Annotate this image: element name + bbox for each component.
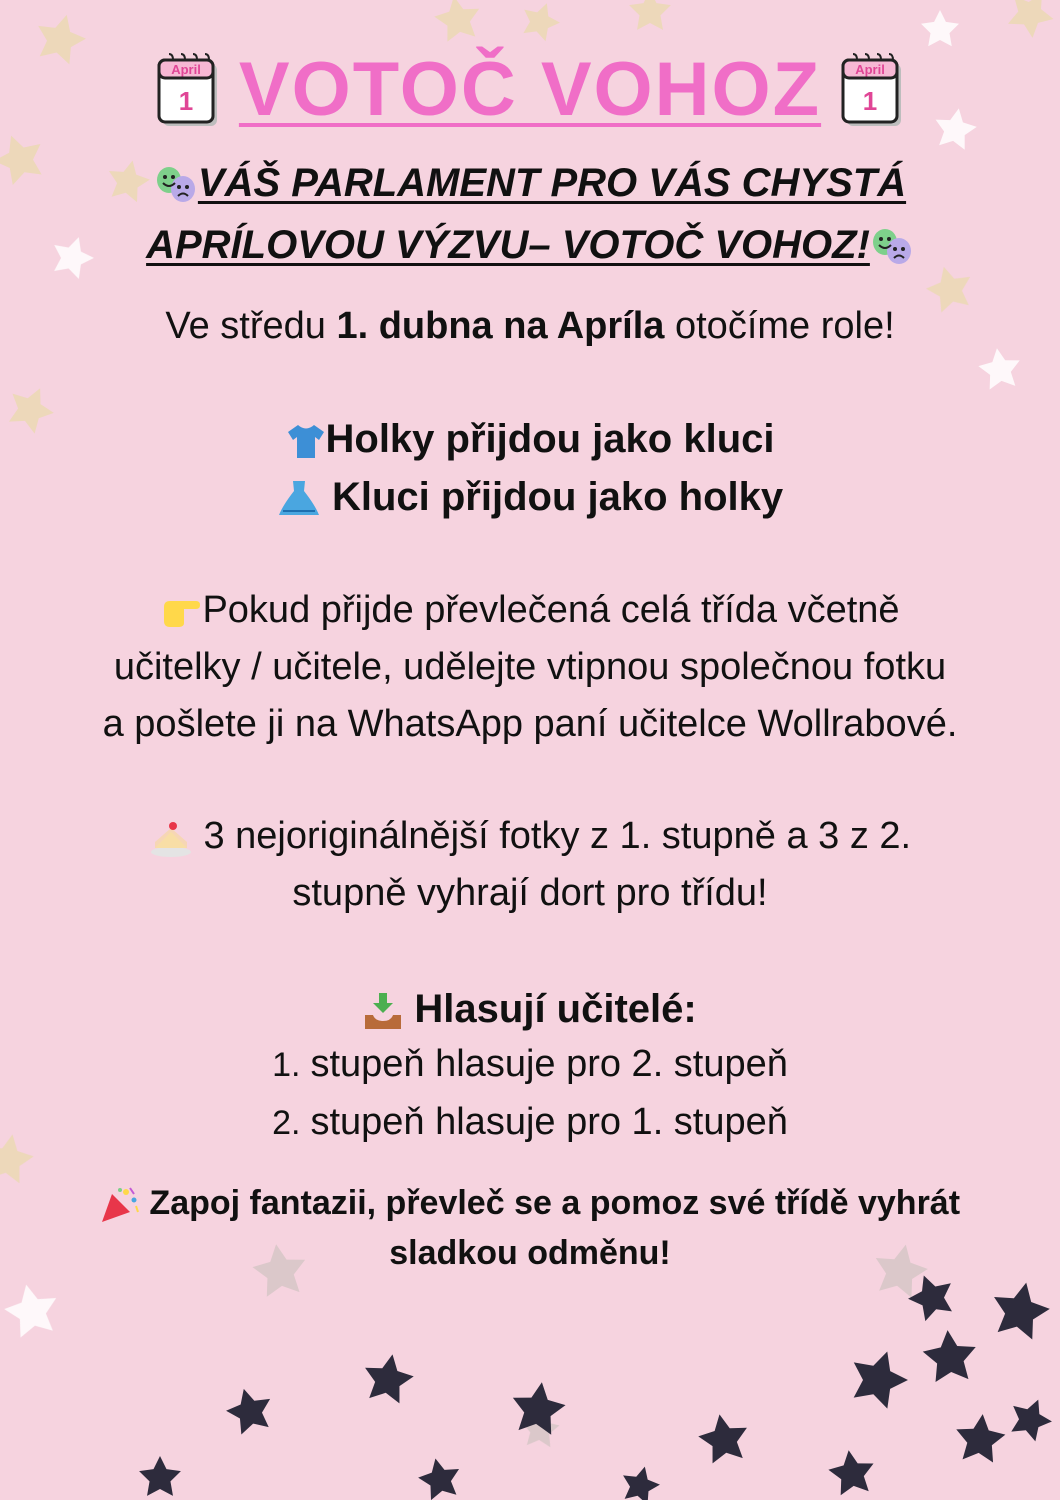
party-popper-icon bbox=[100, 1186, 140, 1224]
star-icon bbox=[0, 1279, 63, 1340]
list-item: 1. stupeň hlasuje pro 2. stupeň bbox=[272, 1043, 788, 1085]
star-icon bbox=[520, 1408, 561, 1447]
intro-text: Ve středu 1. dubna na Apríla otočíme role! bbox=[165, 305, 895, 347]
calendar-icon bbox=[155, 52, 221, 128]
star-icon bbox=[222, 1383, 277, 1437]
star-icon bbox=[618, 1462, 664, 1500]
photo-instructions: Pokud přijde převlečená celá třída včetně učitelky / učitele, udělejte vtipnou společnou fotku a pošlete ji na WhatsApp paní učitelce Wollrabové. bbox=[102, 589, 958, 745]
closing-text: Zapoj fantazii, převleč se a pomoz své třídě vyhrát sladkou odměnu! bbox=[0, 1178, 1060, 1278]
star-icon bbox=[509, 1379, 569, 1437]
calendar-icon bbox=[839, 52, 905, 128]
role-boys: Kluci přijdou jako holky bbox=[0, 468, 1060, 526]
svg-text:April: April bbox=[171, 62, 201, 77]
subtitle bbox=[0, 152, 1060, 276]
inbox-icon bbox=[363, 991, 403, 1031]
svg-text:1: 1 bbox=[178, 86, 194, 116]
role-girls: Holky přijdou jako kluci bbox=[0, 410, 1060, 468]
star-icon bbox=[139, 1456, 181, 1496]
star-icon bbox=[517, 0, 565, 44]
star-icon bbox=[629, 0, 671, 30]
page-title: VOTOČ VOHOZ bbox=[238, 47, 822, 132]
star-icon bbox=[921, 1328, 978, 1383]
svg-text:1: 1 bbox=[862, 86, 878, 116]
title-row bbox=[0, 40, 1060, 140]
voting-heading: Hlasují učitelé: bbox=[0, 980, 1060, 1038]
roles bbox=[0, 410, 1060, 526]
star-icon bbox=[1004, 1392, 1058, 1445]
performing-arts-icon bbox=[870, 227, 914, 267]
star-icon bbox=[360, 1350, 417, 1405]
subtitle-line-2: APRÍLOVOU VÝZVU– VOTOČ VOHOZ! bbox=[0, 214, 1060, 276]
star-icon bbox=[431, 0, 483, 43]
star-icon bbox=[1001, 0, 1060, 42]
star-icon bbox=[695, 1410, 752, 1465]
pointing-hand-icon bbox=[160, 595, 202, 629]
prize-text: 3 nejoriginálnější fotky z 1. stupně a 3 z 2. stupně vyhrají dort pro třídu! bbox=[0, 808, 1060, 922]
star-icon bbox=[843, 1343, 914, 1412]
list-item: 2. stupeň hlasuje pro 1. stupeň bbox=[272, 1101, 788, 1143]
t-shirt-icon bbox=[286, 422, 326, 460]
voting-list bbox=[0, 1036, 1060, 1152]
star-icon bbox=[415, 1454, 464, 1500]
star-icon bbox=[987, 1277, 1054, 1342]
svg-text:April: April bbox=[855, 62, 885, 77]
star-icon bbox=[826, 1447, 877, 1496]
dress-icon bbox=[277, 479, 321, 519]
star-icon bbox=[953, 1412, 1007, 1464]
subtitle-line-1: VÁŠ PARLAMENT PRO VÁS CHYSTÁ bbox=[0, 152, 1060, 214]
performing-arts-icon bbox=[154, 165, 198, 205]
cake-icon bbox=[149, 818, 193, 858]
